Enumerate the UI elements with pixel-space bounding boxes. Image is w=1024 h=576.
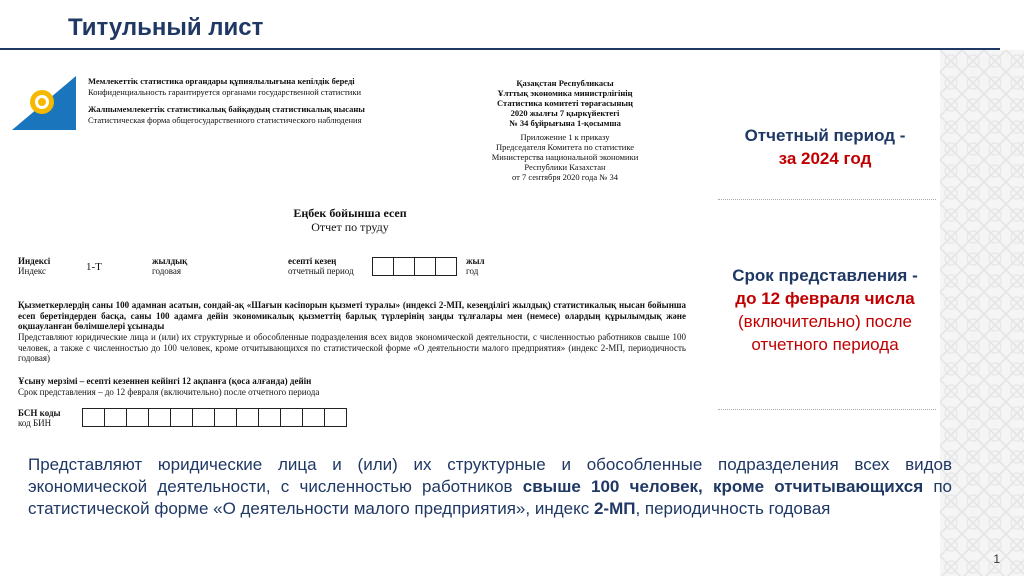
form-title-ru: Отчет по труду — [311, 220, 389, 234]
reporting-period-callout — [710, 124, 940, 170]
appendix-line-1: Қазақстан Республикасы — [516, 78, 614, 88]
appendix-line-4: 2020 жылғы 7 қыркүйектегі — [510, 108, 620, 118]
title-underline — [0, 48, 1000, 50]
deadline-text-kz: Ұсыну мерзімі – есепті кезеннен кейінгі 12 ақпанға (қоса алғанда) дейін — [18, 376, 312, 386]
appendix-line-8: Министерства национальной экономики — [491, 152, 639, 162]
periodicity-ru: годовая — [152, 266, 182, 276]
statistics-committee-logo-icon — [12, 74, 76, 130]
year-label — [466, 256, 485, 276]
slide-title: Титульный лист — [68, 14, 264, 41]
appendix-line-6: Приложение 1 к приказу — [520, 132, 610, 142]
appendix-line-5: № 34 бұйрығына 1-қосымша — [509, 118, 621, 128]
confidentiality-ru: Конфиденциальность гарантируется органами государственной статистики — [88, 87, 362, 97]
periodicity-kz: жылдық — [152, 256, 188, 266]
summary-bold-2: 2-МП — [593, 499, 636, 518]
deadline-label: Срок представления - — [732, 266, 918, 285]
reporting-period-kz: есепті кезең — [288, 256, 337, 266]
reporting-period-label — [288, 256, 354, 276]
appendix-line-2: Ұлттық экономика министрлігінің — [497, 88, 633, 98]
year-kz: жыл — [466, 256, 485, 266]
form-type-ru: Статистическая форма общегосударственного статистического наблюдения — [88, 115, 362, 125]
deadline-note-1: (включительно) после — [738, 312, 912, 331]
deadline-value: до 12 февраля числа — [735, 289, 915, 308]
summary-part-3: , периодичность годовая — [635, 499, 831, 518]
index-label-kz: Индексі — [18, 256, 51, 266]
summary-bold-1: свыше 100 человек, кроме отчитывающихся — [522, 477, 924, 496]
bin-label-ru: код БИН — [18, 418, 52, 428]
decorative-ornament-strip — [940, 50, 1024, 576]
respondents-text-ru: Представляют юридические лица и (или) их структурные и обособленные подразделения всех видов экономической деятельности, с численностью работников свыше 100 человек, а также с численностью до 100 человек, кроме отчитывающихся по статистической форме «О деятельности малого предприятия» (индекс 2-МП, периодичность годовая) — [18, 332, 686, 363]
divider-dotted — [718, 409, 936, 410]
summary-part-2: по статистической форме «О деятельности малого предприятия», индекс — [28, 477, 953, 518]
bin-code-boxes — [82, 408, 347, 427]
form-type-kz: Жалпымемлекеттік статистикалық байқаудың статистикалық нысаны — [88, 104, 365, 114]
form-title-kz: Еңбек бойынша есеп — [293, 206, 407, 220]
index-label-ru: Индекс — [18, 266, 47, 276]
reporting-period-value: за 2024 год — [778, 149, 872, 168]
reporting-period-label: Отчетный период - — [744, 126, 906, 145]
appendix-line-9: Республики Казахстан — [524, 162, 606, 172]
divider-dotted — [718, 199, 936, 200]
bin-label — [18, 408, 61, 428]
deadline-note-2: отчетного периода — [751, 335, 899, 354]
appendix-line-3: Статистика комитеті төрағасының — [497, 98, 633, 108]
reporting-year-boxes — [372, 257, 457, 276]
form-header-left — [88, 76, 418, 126]
appendix-line-10: от 7 сентября 2020 года № 34 — [511, 172, 619, 182]
index-label — [18, 256, 50, 276]
summary-part-1: Представляют юридические лица и (или) их структурные и обособленные подразделения всех видов экономической деятельности, с численностью работников — [28, 455, 952, 496]
index-value: 1-Т — [86, 261, 102, 273]
page-number: 1 — [993, 552, 1000, 566]
form-header-right — [470, 78, 660, 182]
appendix-line-7: Председателя Комитета по статистике — [495, 142, 635, 152]
deadline-text-ru: Срок представления – до 12 февраля (включительно) после отчетного периода — [18, 387, 320, 397]
form-title — [250, 206, 450, 234]
periodicity-label — [152, 256, 187, 276]
year-ru: год — [466, 266, 479, 276]
deadline-callout — [710, 264, 940, 356]
respondents-text-kz: Қызметкерлердің саны 100 адамнан асатын, сондай-ақ «Шағын кәсіпорын қызметі туралы» (индексі 2-МП, кезеңділігі жылдық) статистикалық нысан бойынша есеп беретіндерден басқа, саны 100 адамға дейін экономикалық қызметтің барлық түрлерінің заңды тұлғалары мен (немесе) олардың құрылымдық және оқшауланған бөлімшелері ұсынады — [18, 300, 686, 331]
confidentiality-kz: Мемлекеттік статистика органдары құпиялылығына кепілдік береді — [88, 76, 355, 86]
form-title-page-scan — [0, 60, 700, 440]
bin-label-kz: БСН коды — [18, 408, 61, 418]
respondents-summary — [28, 454, 952, 520]
reporting-period-ru: отчетный период — [288, 266, 354, 276]
